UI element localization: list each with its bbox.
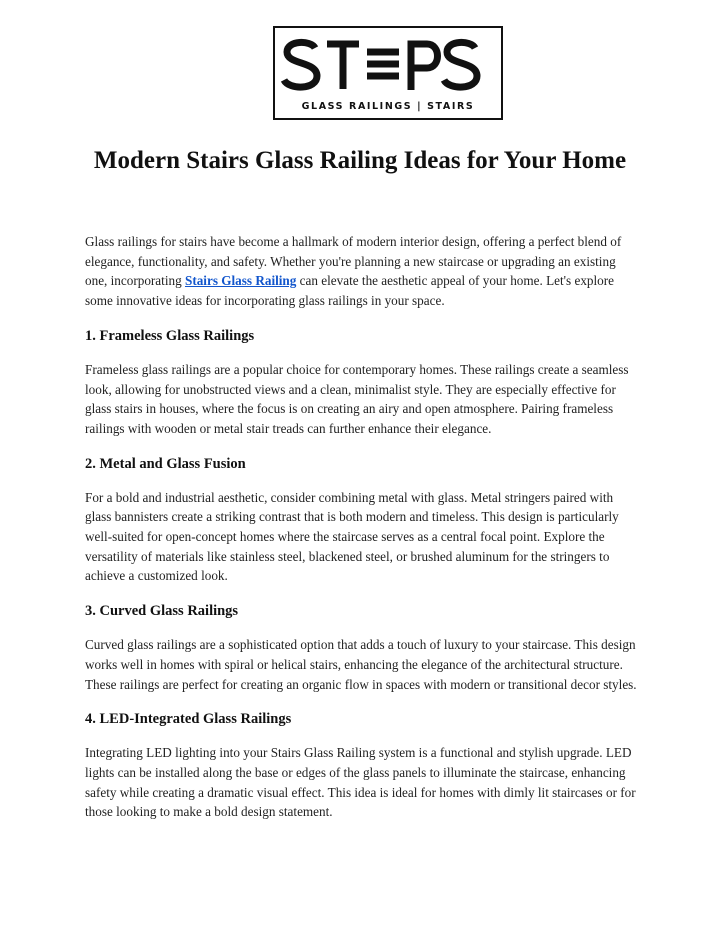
section-heading-1: 1. Frameless Glass Railings bbox=[85, 327, 255, 344]
intro-text-before: Glass railings for stairs have become a hallmark of modern interior design, offering a perfect blend of elegance, functionality, and safety. Whether you're planning a new staircase or upgrading an existing one, incorporating bbox=[85, 234, 622, 289]
steps-logo-mark bbox=[275, 28, 501, 118]
page-title: Modern Stairs Glass Railing Ideas for Your Home bbox=[93, 147, 627, 174]
section-body-2: For a bold and industrial aesthetic, consider combining metal with glass. Metal stringers paired with glass bannisters create a striking contrast that is both modern and timeless. This design is particularly well-suited for open-concept homes where the staircase serves as a central focal point. Explore the versatility of materials like stainless steel, blackened steel, or brushed aluminum for the stringers to achieve a customized look. bbox=[85, 489, 619, 584]
intro-text-after: can elevate the aesthetic appeal of your home. Let's explore some innovative ideas for incorporating glass railings in your space. bbox=[85, 273, 615, 309]
stairs-glass-railing-link[interactable]: Stairs Glass Railing bbox=[184, 273, 297, 289]
section-body-3: Curved glass railings are a sophisticated option that adds a touch of luxury to your staircase. This design works well in homes with spiral or helical stairs, enhancing the elegance of the architectural structure. These railings are perfect for creating an organic flow in spaces with modern or transitional decor styles. bbox=[85, 637, 637, 692]
steps-logo bbox=[273, 26, 503, 120]
section-body-4: Integrating LED lighting into your Stairs Glass Railing system is a functional and stylish upgrade. LED lights can be installed along the base or edges of the glass panels to illuminate the staircase, enhancing safety while creating a dramatic visual effect. This idea is ideal for homes with dimly lit staircases or for those looking to make a bold design statement. bbox=[85, 745, 636, 820]
section-body-1: Frameless glass railings are a popular choice for contemporary homes. These railings create a seamless look, allowing for unobstructed views and a clean, minimalist style. They are especially effective for glass stairs in houses, where the focus is on creating an airy and open atmosphere. Pairing frameless railings with wooden or metal stair treads can further enhance their elegance. bbox=[85, 361, 629, 436]
svg-text:GLASS RAILINGS | STAIRS: GLASS RAILINGS | STAIRS bbox=[301, 101, 475, 112]
article-body bbox=[85, 232, 637, 822]
section-heading-4: 4. LED-Integrated Glass Railings bbox=[85, 711, 292, 728]
section-heading-3: 3. Curved Glass Railings bbox=[85, 603, 239, 620]
section-heading-2: 2. Metal and Glass Fusion bbox=[85, 455, 246, 472]
intro-paragraph bbox=[85, 232, 637, 311]
